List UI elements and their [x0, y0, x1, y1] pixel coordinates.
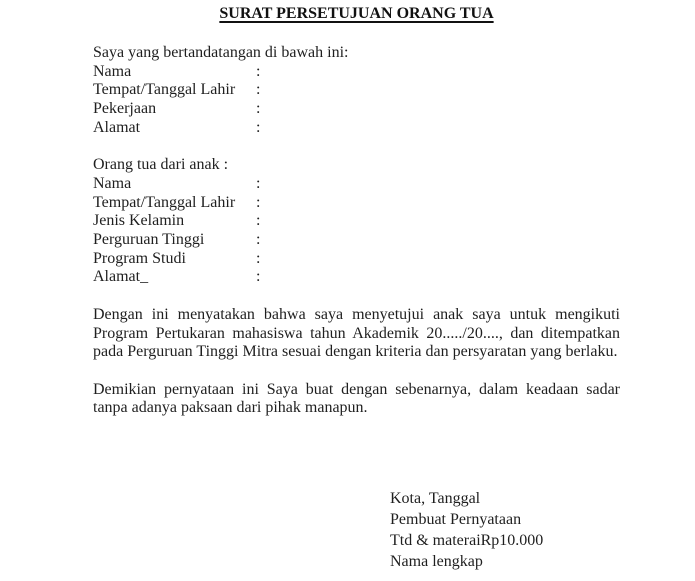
field-colon: : [256, 249, 261, 267]
child-section-heading: Orang tua dari anak : [93, 156, 229, 174]
field-colon: : [256, 118, 261, 136]
document-title: SURAT PERSETUJUAN ORANG TUA [219, 5, 494, 22]
signature-block [390, 488, 620, 572]
field-colon: : [256, 100, 261, 118]
field-colon: : [256, 193, 261, 211]
field-row-tempat-tanggal-lahir [93, 194, 620, 213]
field-label: Alamat_ [93, 268, 149, 286]
field-label: Perguruan Tinggi [93, 231, 205, 249]
field-label: Tempat/Tanggal Lahir [93, 81, 236, 99]
signature-line-declarant: Pembuat Pernyataan [390, 511, 522, 529]
field-label: Jenis Kelamin [93, 212, 185, 230]
field-colon: : [256, 212, 261, 230]
signature-line-stamp: Ttd & materaiRp10.000 [390, 532, 544, 550]
field-colon: : [256, 174, 261, 192]
child-fields [93, 175, 620, 287]
field-row-pekerjaan [93, 100, 620, 119]
signer-fields [93, 63, 620, 138]
field-colon: : [256, 231, 261, 249]
field-row-alamat [93, 268, 620, 287]
field-label: Tempat/Tanggal Lahir [93, 193, 236, 211]
field-row-jenis-kelamin [93, 212, 620, 231]
field-label: Nama [93, 174, 132, 192]
field-row-alamat [93, 119, 620, 138]
field-label: Pekerjaan [93, 100, 157, 118]
field-row-nama [93, 63, 620, 82]
field-colon: : [256, 268, 261, 286]
closing-paragraph: Demikian pernyataan ini Saya buat dengan sebenarnya, dalam keadaan sadar tanpa adanya paksaan dari pihak manapun. [93, 380, 620, 417]
signature-line-full-name: Nama lengkap [390, 553, 483, 571]
intro-line: Saya yang bertandatangan di bawah ini: [93, 44, 349, 61]
field-label: Program Studi [93, 249, 186, 267]
field-row-program-studi [93, 250, 620, 269]
field-colon: : [256, 81, 261, 99]
field-row-perguruan-tinggi [93, 231, 620, 250]
field-colon: : [256, 62, 261, 80]
signature-line-city-date: Kota, Tanggal [390, 490, 481, 508]
field-label: Alamat [93, 118, 141, 136]
consent-paragraph: Dengan ini menyatakan bahwa saya menyetujui anak saya untuk mengikuti Program Pertukaran mahasiswa tahun Akademik 20...../20...., dan ditempatkan pada Perguruan Tinggi Mitra sesuai dengan kriteria dan persyaratan yang berlaku. [93, 305, 620, 361]
field-row-tempat-tanggal-lahir [93, 81, 620, 100]
field-label: Nama [93, 62, 132, 80]
field-row-nama [93, 175, 620, 194]
